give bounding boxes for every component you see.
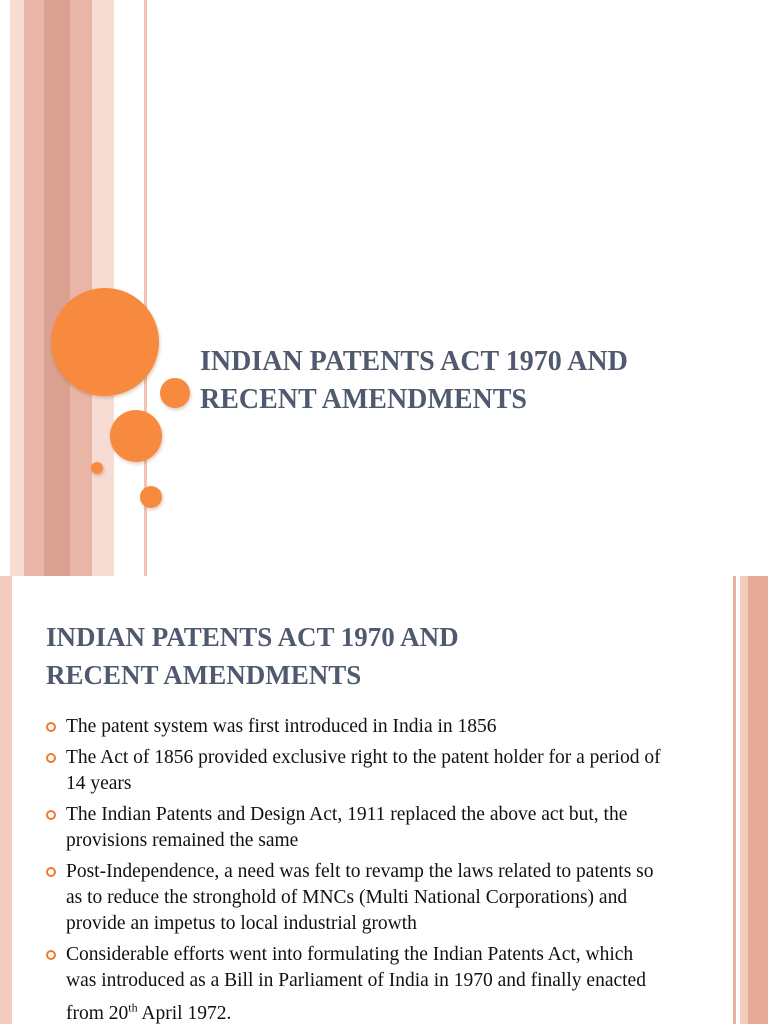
bullet-item [46, 942, 666, 1024]
decorative-stripe [10, 0, 24, 576]
bullet-list [46, 714, 666, 1024]
heading-line: INDIAN PATENTS ACT 1970 AND [46, 622, 459, 652]
bullet-item [46, 745, 666, 797]
ring-bullet-icon [46, 950, 56, 960]
title-line: RECENT AMENDMENTS [200, 384, 527, 415]
slide-heading [46, 618, 686, 694]
bullet-text-part: April 1972. [137, 1002, 232, 1024]
heading-line: RECENT AMENDMENTS [46, 660, 362, 690]
decorative-circle-medium [110, 410, 162, 462]
ordinal-suffix: th [128, 1000, 138, 1014]
content-slide [0, 576, 768, 1024]
decorative-stripe [740, 576, 748, 1024]
ring-bullet-icon [46, 867, 56, 877]
bullet-text: The Act of 1856 provided exclusive right to the patent holder for a period of 14 years [66, 747, 661, 794]
ring-bullet-icon [46, 753, 56, 763]
ring-bullet-icon [46, 810, 56, 820]
bullet-text [66, 944, 646, 1024]
bullet-text: The Indian Patents and Design Act, 1911 replaced the above act but, the provisions remained the same [66, 804, 628, 851]
decorative-stripe [44, 0, 70, 576]
decorative-circle-large [51, 288, 159, 396]
decorative-stripe [748, 576, 768, 1024]
title-line: INDIAN PATENTS ACT 1970 AND [200, 346, 628, 377]
bullet-item [46, 859, 666, 937]
bullet-item [46, 802, 666, 854]
bullet-text: Post-Independence, a need was felt to revamp the laws related to patents so as to reduce the stronghold of MNCs (Multi National Corporations) and provide an impetus to local industrial growth [66, 861, 654, 934]
ring-bullet-icon [46, 722, 56, 732]
decorative-stripe [24, 0, 44, 576]
decorative-circle-small [160, 378, 190, 408]
decorative-stripe [70, 0, 92, 576]
decorative-line [733, 576, 736, 1024]
decorative-circle-tiny [91, 462, 103, 474]
slide-title [200, 343, 740, 419]
bullet-item [46, 714, 666, 740]
decorative-circle-small [140, 486, 162, 508]
decorative-stripe [0, 576, 12, 1024]
bullet-text: The patent system was first introduced in India in 1856 [66, 716, 497, 737]
bullet-text-part: Considerable efforts went into formulating the Indian Patents Act, which was introduced as a Bill in Parliament of India in 1970 and finally enacted from 20 [66, 944, 646, 1024]
